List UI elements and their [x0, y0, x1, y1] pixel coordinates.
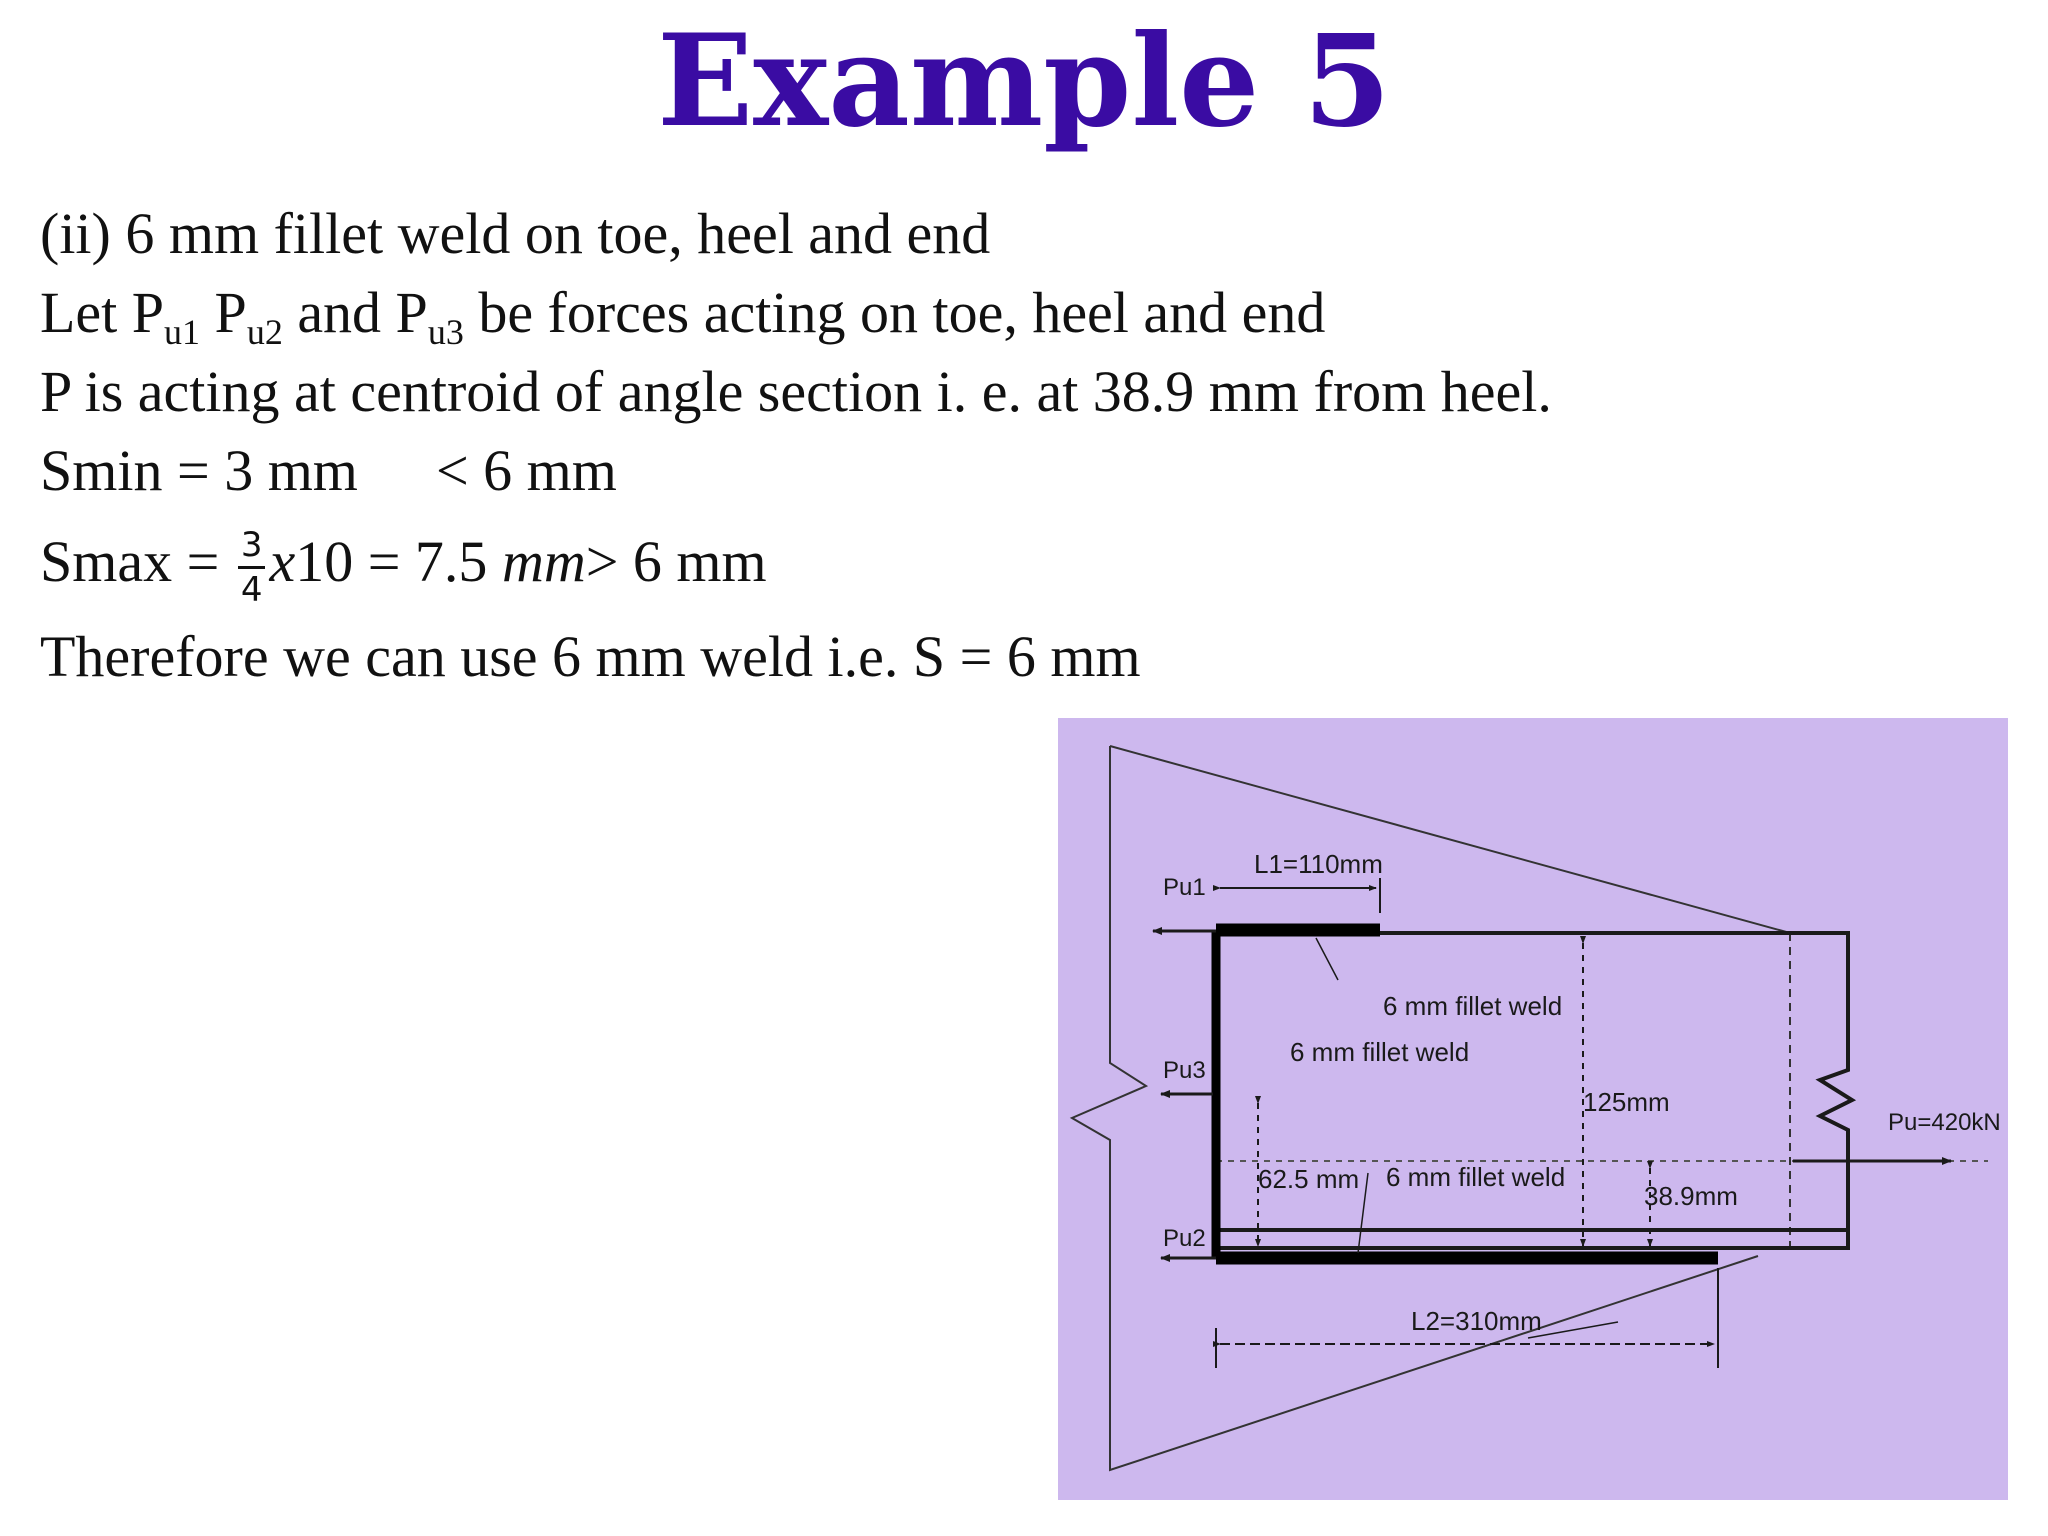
gusset-plate-outline [1072, 746, 1790, 1470]
label-dim-62-5: 62.5 mm [1258, 1164, 1360, 1194]
weld-leader-bottom [1358, 1173, 1368, 1253]
label-l1: L1=110mm [1254, 849, 1383, 879]
label-dim-38-9: 38.9mm [1644, 1181, 1738, 1211]
label-weld-end: 6 mm fillet weld [1290, 1037, 1470, 1067]
slide-title: Example 5 [657, 7, 1391, 155]
label-l2: L2=310mm [1411, 1306, 1542, 1336]
fraction: $\frac{3}{4}$ [238, 528, 266, 607]
label-weld-bottom: 6 mm fillet weld [1386, 1162, 1566, 1192]
weld-diagram-svg [1058, 718, 2008, 1500]
text-line-centroid: P is acting at centroid of angle section i. e. at 38.9 mm from heel. [40, 359, 1552, 424]
text-line-weld-config: (ii) 6 mm fillet weld on toe, heel and end [40, 201, 991, 266]
label-pu2: Pu2 [1163, 1225, 1206, 1252]
angle-section-outline [1216, 933, 1852, 1248]
text-line-smin: Smin = 3 mm < 6 mm [40, 438, 617, 503]
label-pu1: Pu1 [1163, 874, 1206, 901]
weld-diagram [1058, 718, 2008, 1500]
text-line-forces: Let $P_{u1}$ $P_{u2}$ and $P_{u3}$ be forces acting on toe, heel and end [40, 280, 1326, 352]
label-pu3: Pu3 [1163, 1057, 1206, 1084]
text-line-conclusion: Therefore we can use 6 mm weld i.e. S = 6 mm [40, 624, 1141, 689]
label-pu: Pu=420kN [1888, 1109, 2001, 1136]
label-dim-125: 125mm [1583, 1087, 1670, 1117]
text-line-smax: Smax = $\frac{3}{4}$ x10 = 7.5 mm> 6 mm [40, 525, 767, 610]
label-weld-top: 6 mm fillet weld [1383, 991, 1563, 1021]
weld-leader-top [1316, 938, 1338, 980]
